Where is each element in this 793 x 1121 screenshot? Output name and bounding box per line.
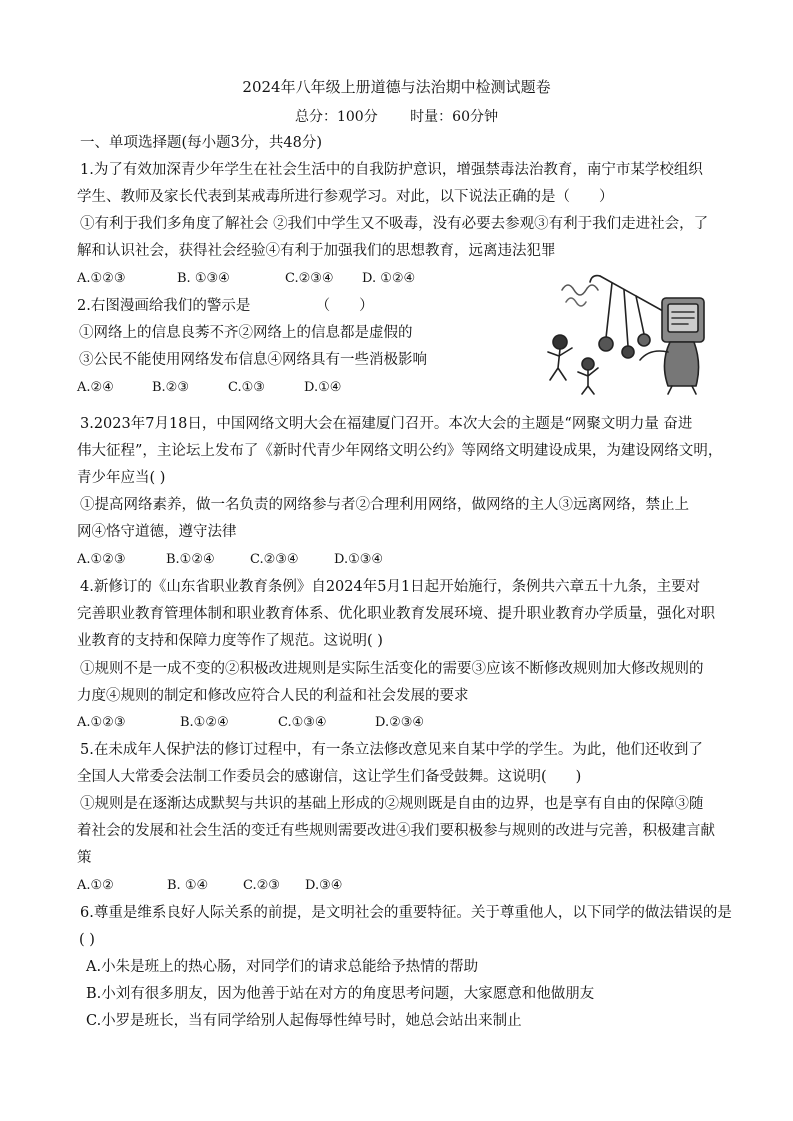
option-b: B.②③ [152, 380, 189, 395]
question-line: ①规则不是一成不变的②积极改进规则是实际生活变化的需要③应该不断修改规则加大修改规则的 [80, 661, 704, 677]
section-heading: 一、单项选择题(每小题3分，共48分) [80, 135, 322, 151]
option-c: C.①③ [228, 380, 265, 395]
question-line: 6.尊重是维系良好人际关系的前提，是文明社会的重要特征。关于尊重他人，以下同学的做法错误的是 [80, 905, 732, 921]
question-line: ①规则是在逐渐达成默契与共识的基础上形成的②规则既是自由的边界，也是享有自由的保障③随 [80, 796, 704, 812]
answer-choice-c: C.小罗是班长，当有同学给别人起侮辱性绰号时，她总会站出来制止 [86, 1013, 522, 1029]
cartoon-image [540, 268, 715, 396]
question-line: 着社会的发展和社会生活的变迁有些规则需要改进④我们要积极参与规则的改进与完善，积极建言献 [77, 823, 715, 839]
option-b: B.①②④ [180, 715, 229, 730]
question-line: ①有利于我们多角度了解社会 ②我们中学生又不吸毒，没有必要去参观③有利于我们走进社会，了 [80, 216, 709, 232]
question-line: ③公民不能使用网络发布信息④网络具有一些消极影响 [79, 352, 427, 368]
answer-options [77, 550, 383, 570]
answer-choice-b: B.小刘有很多朋友，因为他善于站在对方的角度思考问题，大家愿意和他做朋友 [86, 986, 595, 1002]
option-c: C.②③ [243, 878, 280, 893]
option-d: D.①③④ [334, 552, 384, 567]
question-line: ①提高网络素养，做一名负责的网络参与者②合理利用网络，做网络的主人③远离网络，禁止上 [80, 497, 689, 513]
option-d: D.②③④ [375, 715, 425, 730]
question-line: 网④恪守道德，遵守法律 [77, 524, 237, 540]
option-a: A.①②③ [77, 271, 126, 286]
option-a: A.①② [77, 878, 114, 893]
exam-meta [0, 106, 793, 126]
question-line: 2.右图漫画给我们的警示是 （ ） [77, 298, 374, 314]
question-line: 3.2023年7月18日，中国网络文明大会在福建厦门召开。本次大会的主题是“网聚文明力量 奋进 [80, 416, 693, 432]
question-line: ( ) [79, 932, 95, 948]
option-c: C.②③④ [285, 271, 334, 286]
option-c: C.②③④ [250, 552, 299, 567]
exam-title: 2024年八年级上册道德与法治期中检测试题卷 [242, 78, 551, 96]
answer-choice-a: A.小朱是班上的热心肠，对同学们的请求总能给予热情的帮助 [86, 959, 479, 975]
time-limit: 时量：60分钟 [410, 109, 498, 125]
option-d: D. ①②④ [362, 271, 416, 286]
question-line: 力度④规则的制定和修改应符合人民的利益和社会发展的要求 [77, 688, 469, 704]
answer-options [77, 269, 415, 289]
option-c: C.①③④ [278, 715, 327, 730]
question-line: 1.为了有效加深青少年学生在社会生活中的自我防护意识，增强禁毒法治教育，南宁市某学校组织 [80, 162, 703, 178]
option-a: A.①②③ [77, 552, 126, 567]
question-line: ①网络上的信息良莠不齐②网络上的信息都是虚假的 [79, 325, 413, 341]
answer-options [77, 876, 342, 896]
option-b: B.①②④ [166, 552, 215, 567]
option-a: A.①②③ [77, 715, 126, 730]
option-d: D.①④ [304, 380, 342, 395]
question-line: 伟大征程”，主论坛上发布了《新时代青少年网络文明公约》等网络文明建设成果，为建设网络文明， [77, 443, 723, 459]
option-b: B. ①④ [167, 878, 209, 893]
option-b: B. ①③④ [177, 271, 230, 286]
option-a: A.②④ [77, 380, 114, 395]
question-line: 业教育的支持和保障力度等作了规范。这说明( ) [77, 633, 383, 649]
question-line: 解和认识社会，获得社会经验④有利于加强我们的思想教育，远离违法犯罪 [77, 243, 556, 259]
option-d: D.③④ [305, 878, 343, 893]
question-line: 4.新修订的《山东省职业教育条例》自2024年5月1日起开始施行，条例共六章五十九条，主要对 [80, 579, 701, 595]
question-line: 策 [77, 850, 92, 866]
question-line: 学生、教师及家长代表到某戒毒所进行参观学习。对此，以下说法正确的是（ ） [77, 189, 614, 205]
total-score: 总分：100分 [294, 109, 378, 125]
answer-options [77, 378, 341, 398]
answer-options [77, 713, 424, 733]
question-line: 完善职业教育管理体制和职业教育体系、优化职业教育发展环境、提升职业教育办学质量，强化对职 [77, 606, 715, 622]
question-line: 青少年应当( ) [77, 470, 166, 486]
question-line: 全国人大常委会法制工作委员会的感谢信，这让学生们备受鼓舞。这说明( ) [77, 769, 582, 785]
question-line: 5.在未成年人保护法的修订过程中，有一条立法修改意见来自某中学的学生。为此，他们还收到了 [80, 742, 703, 758]
